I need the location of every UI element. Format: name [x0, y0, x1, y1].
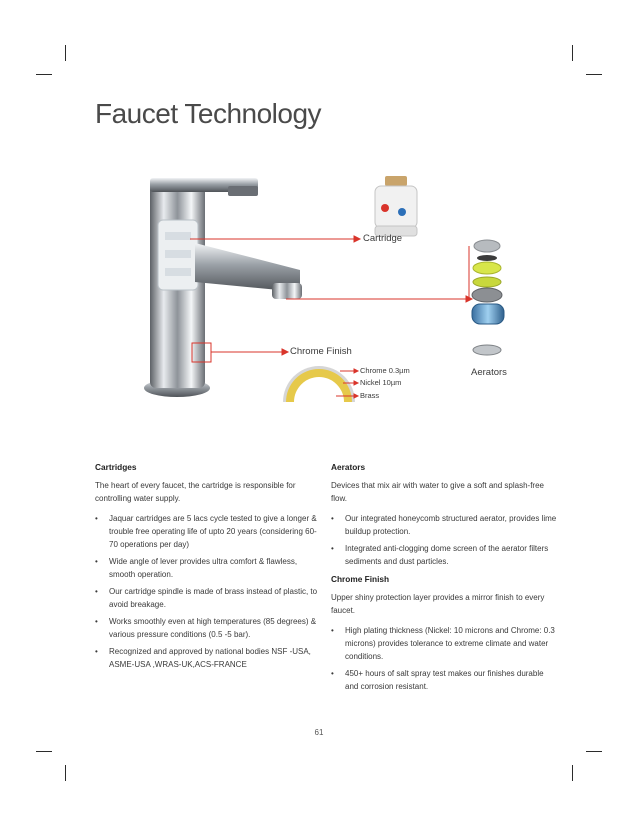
brass-layer-label: Brass: [360, 391, 380, 400]
list-item: • 450+ hours of salt spray test makes our finishes durable and corrosion resistant.: [331, 669, 544, 691]
chrome-finish-intro: Upper shiny protection layer provides a mirror finish to every faucet.: [331, 593, 545, 615]
list-item: • Wide angle of lever provides ultra comfort & flawless, smooth operation.: [95, 557, 298, 579]
list-item: • Our integrated honeycomb structured aerator, provides lime buildup protection.: [331, 514, 557, 536]
crop-mark: [65, 765, 66, 781]
cartridge-label: Cartridge: [363, 233, 403, 244]
cartridges-section: [95, 461, 321, 676]
cartridge-image: [375, 176, 417, 236]
aerators-list: [331, 512, 557, 568]
chrome-finish-label: Chrome Finish: [290, 346, 352, 357]
aerator-image: [472, 240, 504, 355]
chrome-finish-heading: Chrome Finish: [331, 574, 390, 584]
cartridges-intro: The heart of every faucet, the cartridge is responsible for controlling water supply.: [95, 481, 296, 503]
cartridges-heading: Cartridges: [95, 462, 137, 472]
page-title: Faucet Technology: [95, 98, 322, 129]
crop-mark: [572, 765, 573, 781]
faucet-lever-tip: [228, 186, 258, 196]
aerators-chrome-section: [331, 461, 557, 698]
aerators-label: Aerators: [471, 367, 507, 378]
list-item: • Our cartridge spindle is made of brass instead of plastic, to avoid breakage.: [95, 587, 318, 609]
nickel-layer-label: Nickel 10µm: [360, 378, 402, 387]
cartridges-list: [95, 512, 321, 671]
faucet-outlet: [272, 283, 302, 299]
list-item: • Integrated anti-clogging dome screen of the aerator filters sediments and dust particles.: [331, 544, 549, 566]
chrome-layer-label: Chrome 0.3µm: [360, 366, 410, 375]
crop-mark: [36, 751, 52, 752]
aerators-intro: Devices that mix air with water to give a soft and splash-free flow.: [331, 481, 544, 503]
chrome-finish-list: [331, 624, 557, 693]
list-item: • Recognized and approved by national bodies NSF -USA, ASME-USA ,WRAS-UK,ACS-FRANCE: [95, 647, 311, 669]
list-item: • Works smoothly even at high temperatures (85 degrees) & various pressure conditions (0.5 -5 bar).: [95, 617, 317, 639]
page-number: 61: [314, 728, 324, 737]
crop-mark: [586, 751, 602, 752]
list-item: • High plating thickness (Nickel: 10 microns and Chrome: 0.3 microns) provides tolerance to extreme climate and water conditions.: [331, 626, 555, 661]
list-item: • Jaquar cartridges are 5 lacs cycle tested to give a longer & trouble free operating life of upto 20 years (considering 60-70 operations per day): [95, 514, 317, 549]
aerators-heading: Aerators: [331, 462, 366, 472]
